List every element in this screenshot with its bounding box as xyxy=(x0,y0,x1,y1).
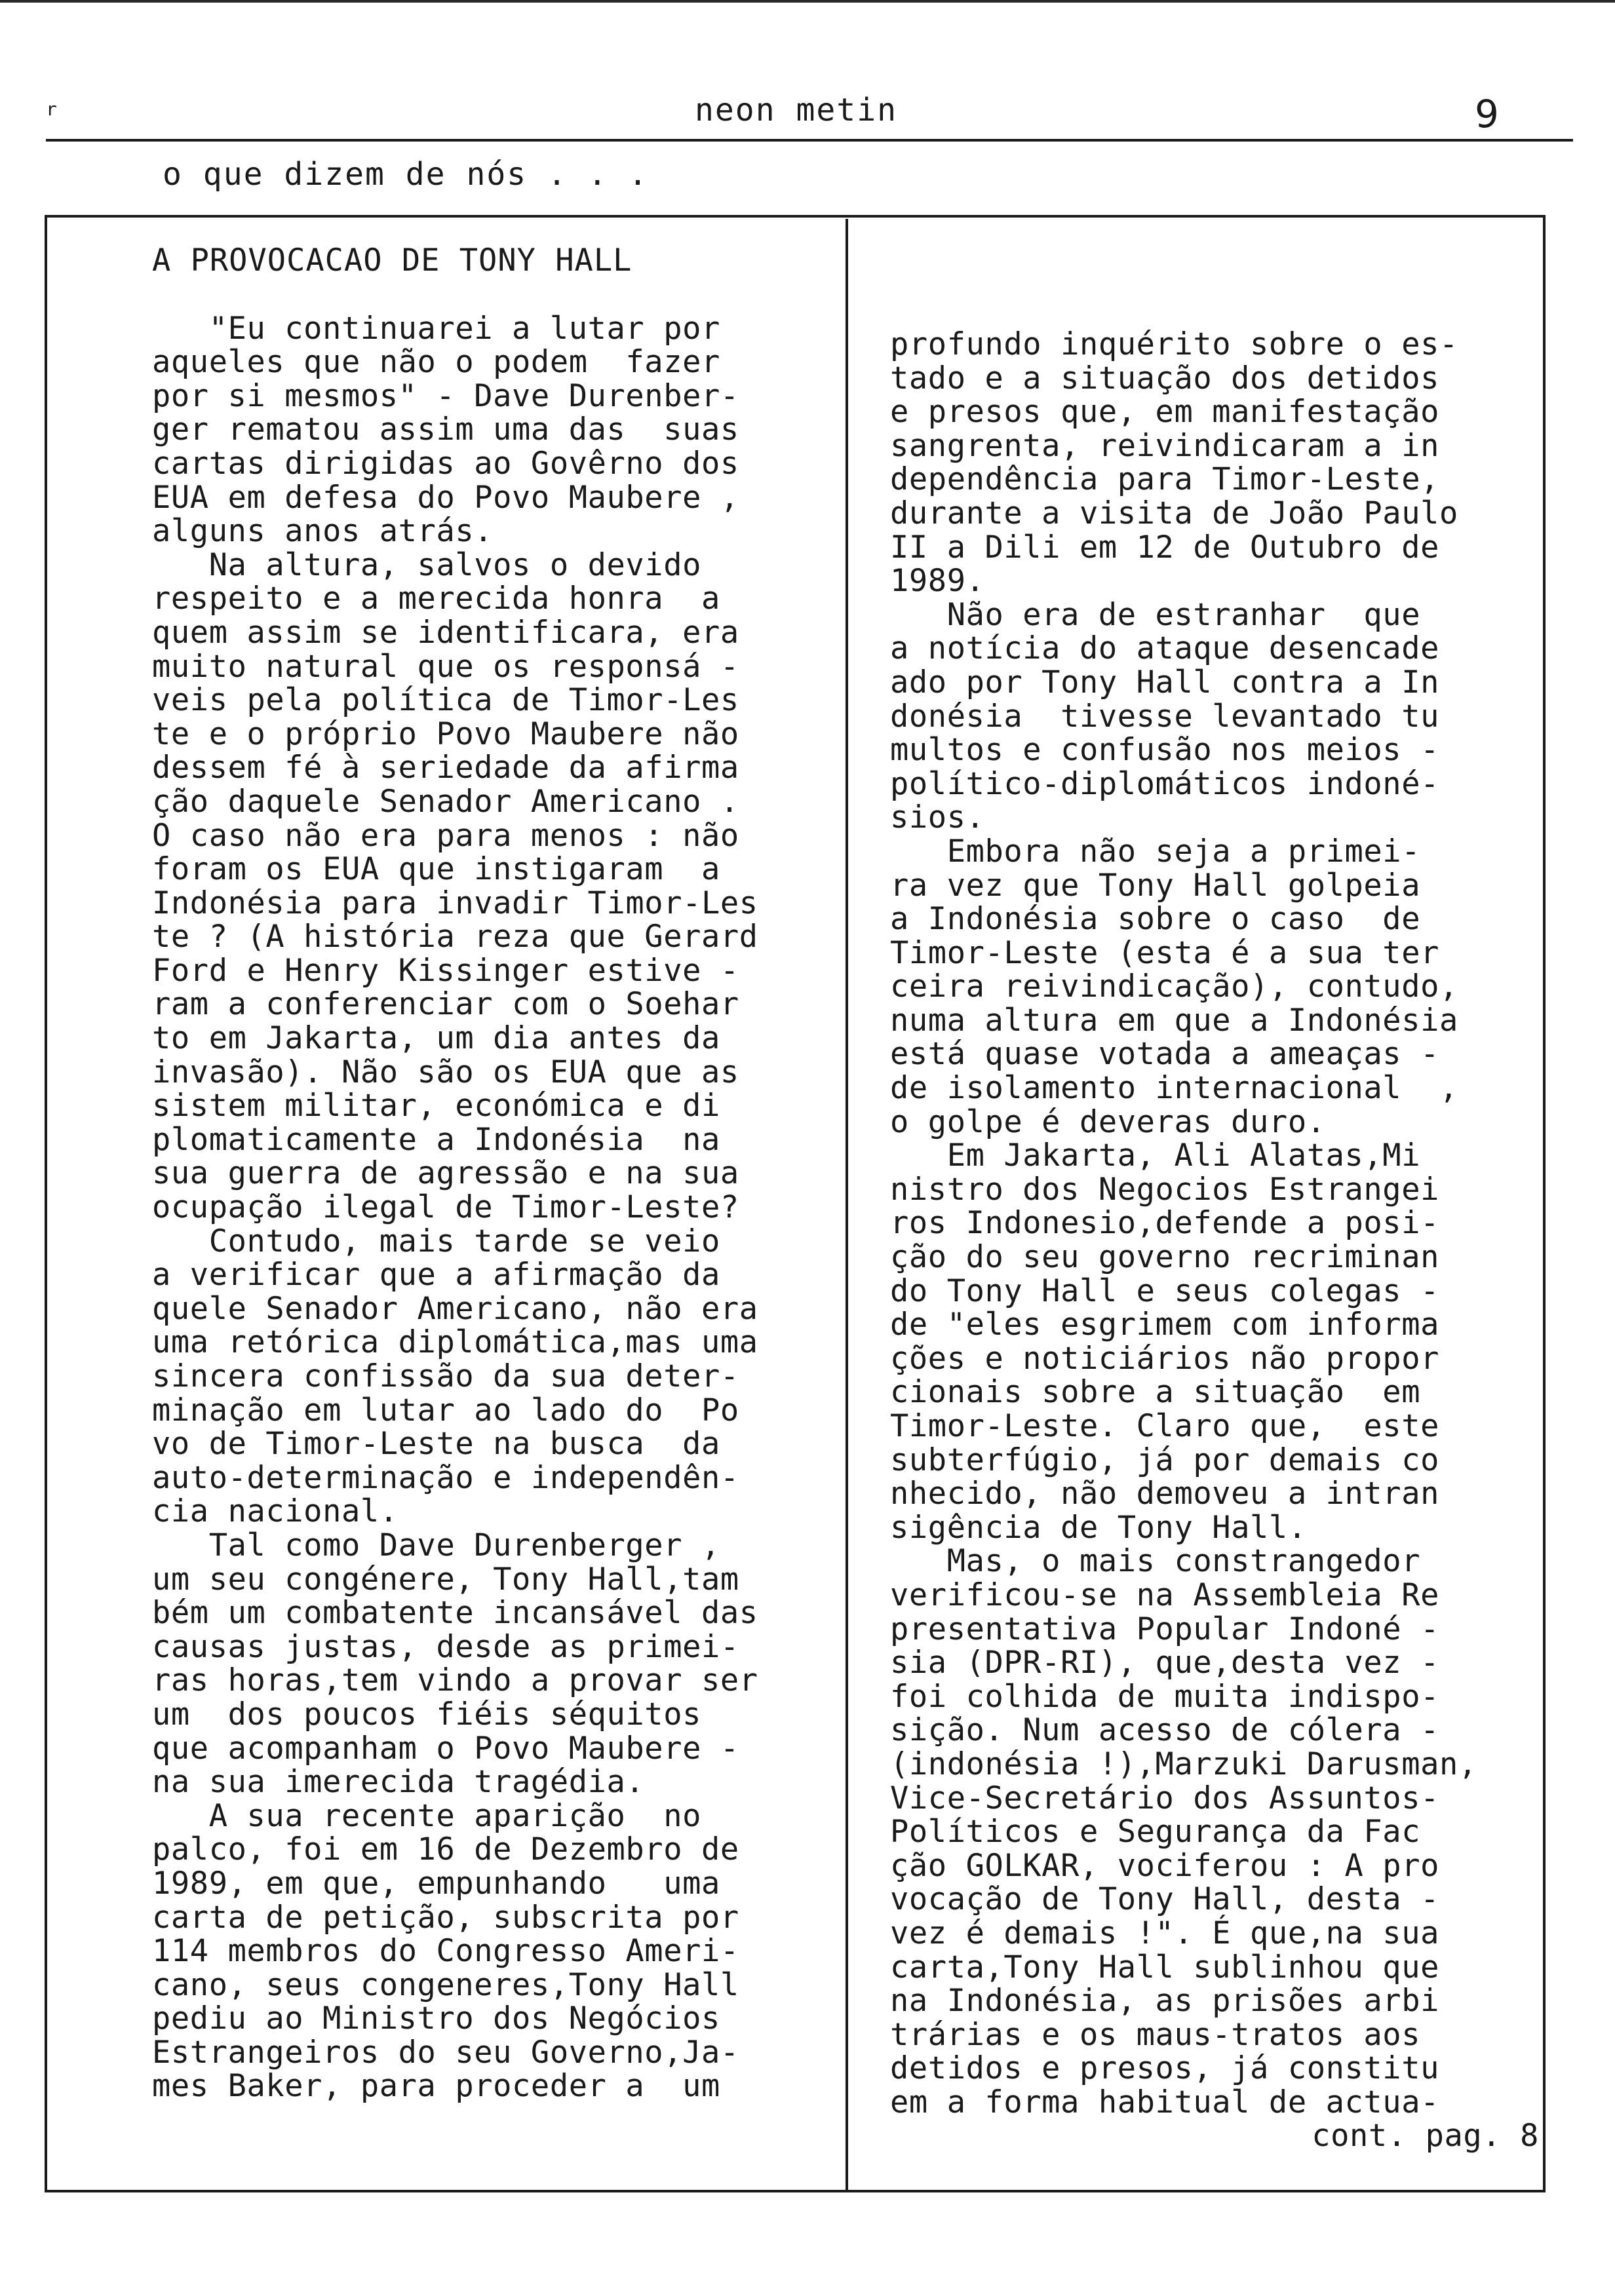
text-line: ger rematou assim uma das suas xyxy=(152,411,739,448)
text-line: pediu ao Ministro dos Negócios xyxy=(152,2000,720,2037)
text-line: verificou-se na Assembleia Re xyxy=(890,1577,1439,1613)
text-line: nistro dos Negocios Estrangei xyxy=(890,1171,1439,1208)
text-line: Tal como Dave Durenberger , xyxy=(152,1527,720,1563)
text-line: ras horas,tem vindo a provar ser xyxy=(152,1662,758,1699)
text-line: ção daquele Senador Americano . xyxy=(152,783,739,820)
text-line: ram a conferenciar com o Soehar xyxy=(152,986,739,1023)
text-line: um seu congénere, Tony Hall,tam xyxy=(152,1561,739,1598)
text-line: nhecido, não demoveu a intran xyxy=(890,1476,1439,1512)
text-line: plomaticamente a Indonésia na xyxy=(152,1121,720,1158)
text-line: o golpe é deveras duro. xyxy=(890,1103,1326,1140)
section-label: o que dizem de nós . . . xyxy=(163,156,649,193)
text-line: Indonésia para invadir Timor-Les xyxy=(152,885,758,921)
text-line: ra vez que Tony Hall golpeia xyxy=(890,867,1421,904)
text-line: multos e confusão nos meios - xyxy=(890,732,1439,769)
text-line: te e o próprio Povo Maubere não xyxy=(152,716,739,752)
article-title: A PROVOCACAO DE TONY HALL xyxy=(152,242,632,278)
text-line: sigência de Tony Hall. xyxy=(890,1509,1307,1546)
text-line: tado e a situação dos detidos xyxy=(890,360,1439,396)
text-line: palco, foi em 16 de Dezembro de xyxy=(152,1831,739,1868)
text-line: político-diplomáticos indoné- xyxy=(890,765,1439,802)
text-line: na Indonésia, as prisões arbi xyxy=(890,1983,1439,2019)
text-line: sua guerra de agressão e na sua xyxy=(152,1155,739,1192)
text-line: sia (DPR-RI), que,desta vez - xyxy=(890,1645,1439,1681)
text-line: profundo inquérito sobre o es- xyxy=(890,326,1458,362)
text-line: ção do seu governo recriminan xyxy=(890,1239,1439,1276)
text-line: de isolamento internacional , xyxy=(890,1070,1458,1107)
text-line: quele Senador Americano, não era xyxy=(152,1290,758,1327)
text-line: cia nacional. xyxy=(152,1493,399,1530)
header-rule xyxy=(46,139,1573,142)
text-line: A sua recente aparição no xyxy=(152,1797,701,1834)
text-line: cionais sobre a situação em xyxy=(890,1374,1421,1411)
text-line: (indonésia !),Marzuki Darusman, xyxy=(890,1746,1477,1782)
publication-title: neon metin xyxy=(695,92,897,128)
text-line: "Eu continuarei a lutar por xyxy=(152,310,720,347)
right-column xyxy=(890,328,1539,2153)
text-line: subterfúgio, já por demais co xyxy=(890,1442,1439,1478)
text-line: que acompanham o Povo Maubere - xyxy=(152,1730,739,1767)
text-line: em a forma habitual de actua- xyxy=(890,2084,1439,2120)
text-line: causas justas, desde as primei- xyxy=(152,1628,739,1665)
text-line: dessem fé à seriedade da afirma xyxy=(152,750,739,786)
text-line: cartas dirigidas ao Govêrno dos xyxy=(152,445,739,482)
column-divider xyxy=(846,219,848,2190)
text-line: por si mesmos" - Dave Durenber- xyxy=(152,377,739,414)
text-line: vocação de Tony Hall, desta - xyxy=(890,1881,1439,1918)
text-line: foram os EUA que instigaram a xyxy=(152,851,720,888)
text-line: veis pela política de Timor-Les xyxy=(152,682,739,719)
text-line: II a Dili em 12 de Outubro de xyxy=(890,529,1439,565)
text-line: Embora não seja a primei- xyxy=(890,833,1421,870)
text-line: carta de petição, subscrita por xyxy=(152,1899,739,1936)
text-line: dependência para Timor-Leste, xyxy=(890,461,1439,498)
text-line: Contudo, mais tarde se veio xyxy=(152,1223,720,1259)
text-line: presentativa Popular Indoné - xyxy=(890,1611,1439,1647)
top-scan-edge xyxy=(0,0,1615,3)
text-line: ceira reivindicação), contudo, xyxy=(890,968,1458,1005)
text-line: detidos e presos, já constitu xyxy=(890,2050,1439,2087)
text-line: Timor-Leste. Claro que, este xyxy=(890,1408,1439,1444)
text-line: ocupação ilegal de Timor-Leste? xyxy=(152,1189,739,1226)
text-line: auto-determinação e independên- xyxy=(152,1459,739,1496)
text-line: a verificar que a afirmação da xyxy=(152,1257,720,1293)
text-line: Mas, o mais constrangedor xyxy=(890,1543,1421,1580)
text-line: sistem militar, económica e di xyxy=(152,1088,720,1124)
text-line: Estrangeiros do seu Governo,Ja- xyxy=(152,2034,739,2071)
text-line: e presos que, em manifestação xyxy=(890,394,1439,430)
text-line: sios. xyxy=(890,799,985,836)
text-line: 1989. xyxy=(890,563,985,600)
text-line: mes Baker, para proceder a um xyxy=(152,2068,720,2105)
left-column xyxy=(152,244,834,2103)
corner-mark: r xyxy=(46,98,57,120)
continuation-note: cont. pag. 8 xyxy=(1312,2118,1539,2154)
text-line: Não era de estranhar que xyxy=(890,596,1421,633)
text-line: Ford e Henry Kissinger estive - xyxy=(152,952,739,989)
text-line: durante a visita de João Paulo xyxy=(890,495,1458,531)
text-line: ções e noticiários não propor xyxy=(890,1340,1439,1377)
text-line: O caso não era para menos : não xyxy=(152,817,739,854)
text-line: vez é demais !". É que,na sua xyxy=(890,1915,1439,1951)
text-line: a notícia do ataque desencade xyxy=(890,630,1439,667)
text-line: te ? (A história reza que Gerard xyxy=(152,919,758,955)
text-line: está quase votada a ameaças - xyxy=(890,1036,1439,1073)
text-line: carta,Tony Hall sublinhou que xyxy=(890,1949,1439,1985)
text-line: ros Indonesio,defende a posi- xyxy=(890,1205,1439,1242)
text-line: Políticos e Segurança da Fac xyxy=(890,1814,1421,1850)
text-line: Em Jakarta, Ali Alatas,Mi xyxy=(890,1138,1421,1174)
text-line: bém um combatente incansável das xyxy=(152,1595,758,1632)
text-line: Timor-Leste (esta é a sua ter xyxy=(890,934,1439,971)
text-line: aqueles que não o podem fazer xyxy=(152,344,720,381)
text-line: do Tony Hall e seus colegas - xyxy=(890,1272,1439,1309)
text-line: invasão). Não são os EUA que as xyxy=(152,1054,739,1090)
text-line: muito natural que os responsá - xyxy=(152,648,739,685)
text-line: to em Jakarta, um dia antes da xyxy=(152,1020,720,1057)
text-line: 1989, em que, empunhando uma xyxy=(152,1865,720,1902)
text-line: um dos poucos fiéis séquitos xyxy=(152,1696,701,1732)
text-line: na sua imerecida tragédia. xyxy=(152,1764,645,1801)
text-line: vo de Timor-Leste na busca da xyxy=(152,1426,720,1463)
text-line: trárias e os maus-tratos aos xyxy=(890,2016,1421,2053)
text-line: Na altura, salvos o devido xyxy=(152,546,701,583)
text-line: foi colhida de muita indispo- xyxy=(890,1678,1439,1715)
text-line: Vice-Secretário dos Assuntos- xyxy=(890,1780,1439,1816)
text-line: numa altura em que a Indonésia xyxy=(890,1002,1458,1039)
text-line: a Indonésia sobre o caso de xyxy=(890,901,1421,938)
text-line: 114 membros do Congresso Ameri- xyxy=(152,1933,739,1970)
text-line: ado por Tony Hall contra a In xyxy=(890,664,1439,700)
page-number: 9 xyxy=(1475,92,1499,136)
text-line: ção GOLKAR, vociferou : A pro xyxy=(890,1847,1439,1884)
text-line: alguns anos atrás. xyxy=(152,513,494,550)
text-line: EUA em defesa do Povo Maubere , xyxy=(152,479,739,516)
text-line: sição. Num acesso de cólera - xyxy=(890,1712,1439,1749)
text-line: cano, seus congeneres,Tony Hall xyxy=(152,1966,739,2003)
text-line: respeito e a merecida honra a xyxy=(152,581,720,617)
text-line: uma retórica diplomática,mas uma xyxy=(152,1324,758,1361)
text-line: sincera confissão da sua deter- xyxy=(152,1358,739,1394)
text-line: de "eles esgrimem com informa xyxy=(890,1307,1439,1343)
text-line: quem assim se identificara, era xyxy=(152,614,739,651)
text-line: sangrenta, reivindicaram a in xyxy=(890,427,1439,464)
text-line: donésia tivesse levantado tu xyxy=(890,698,1439,735)
text-line: minação em lutar ao lado do Po xyxy=(152,1392,739,1428)
